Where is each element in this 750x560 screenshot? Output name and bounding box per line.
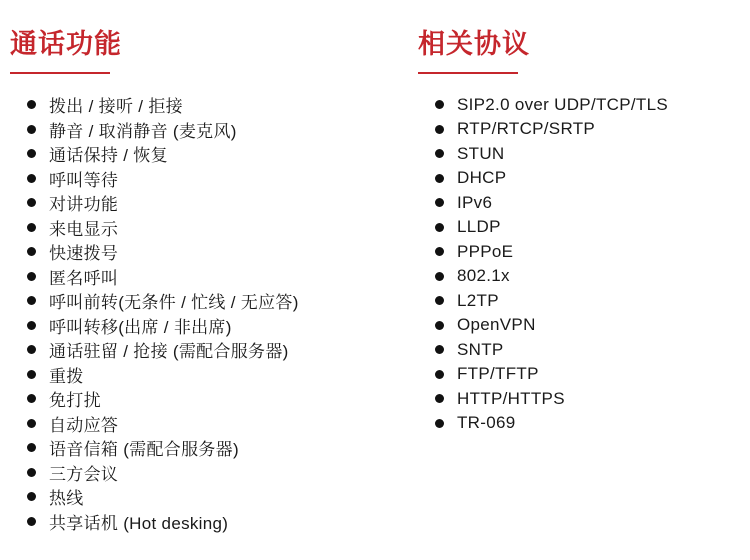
list-item [418, 240, 738, 265]
list-item-label: LLDP [457, 217, 501, 237]
list-item-label: IPv6 [457, 192, 493, 212]
list-item-label: 呼叫转移(出席 / 非出席) [49, 317, 232, 337]
bullet-icon [27, 517, 36, 526]
title-underline [418, 72, 518, 74]
list-item-label: PPPoE [457, 241, 514, 261]
list-item-label: STUN [457, 143, 505, 163]
list-item [10, 313, 410, 338]
bullet-icon [27, 394, 36, 403]
bullet-icon [27, 100, 36, 109]
list-item-label: 共享话机 (Hot desking) [49, 513, 229, 533]
bullet-icon [435, 247, 444, 256]
title-underline [10, 72, 110, 74]
list-item-label: 匿名呼叫 [49, 268, 119, 288]
bullet-icon [435, 370, 444, 379]
bullet-icon [435, 296, 444, 305]
bullet-icon [27, 174, 36, 183]
list-item-label: 对讲功能 [49, 195, 119, 215]
bullet-icon [435, 198, 444, 207]
list-item [418, 166, 738, 191]
list-item-label: 自动应答 [49, 415, 119, 435]
bullet-icon [435, 419, 444, 428]
list-item-label: 呼叫等待 [49, 170, 119, 190]
list-item-label: 拨出 / 接听 / 拒接 [49, 97, 183, 117]
list-item [418, 362, 738, 387]
bullet-icon [27, 370, 36, 379]
bullet-icon [435, 321, 444, 330]
list-item [418, 387, 738, 412]
bullet-icon [27, 247, 36, 256]
list-item [418, 117, 738, 142]
list-item [418, 411, 738, 436]
list-item [10, 387, 410, 412]
list-item-label: L2TP [457, 290, 499, 310]
list-item [10, 289, 410, 314]
list-item [418, 142, 738, 167]
list-item-label: 静音 / 取消静音 (麦克风) [49, 121, 237, 141]
list-item-label: OpenVPN [457, 315, 536, 335]
bullet-icon [27, 443, 36, 452]
list-item-label: 通话保持 / 恢复 [49, 146, 168, 166]
protocols-section [418, 30, 738, 436]
list-item [10, 93, 410, 118]
list-item-label: 免打扰 [49, 391, 101, 411]
bullet-icon [435, 345, 444, 354]
bullet-icon [435, 174, 444, 183]
list-item-label: FTP/TFTP [457, 364, 539, 384]
list-item [10, 485, 410, 510]
list-item-label: DHCP [457, 168, 507, 188]
bullet-icon [435, 272, 444, 281]
call-features-list [10, 93, 410, 534]
bullet-icon [27, 149, 36, 158]
bullet-icon [435, 149, 444, 158]
protocols-list [418, 93, 738, 436]
bullet-icon [435, 125, 444, 134]
list-item [418, 338, 738, 363]
list-item [10, 460, 410, 485]
bullet-icon [27, 223, 36, 232]
bullet-icon [27, 296, 36, 305]
list-item [10, 215, 410, 240]
list-item-label: 802.1x [457, 266, 510, 286]
list-item [418, 93, 738, 118]
list-item-label: SIP2.0 over UDP/TCP/TLS [457, 94, 668, 114]
bullet-icon [27, 272, 36, 281]
list-item [10, 362, 410, 387]
bullet-icon [435, 223, 444, 232]
bullet-icon [27, 468, 36, 477]
bullet-icon [435, 394, 444, 403]
list-item [418, 313, 738, 338]
list-item-label: 三方会议 [49, 464, 119, 484]
list-item-label: TR-069 [457, 413, 516, 433]
list-item [10, 166, 410, 191]
bullet-icon [435, 100, 444, 109]
list-item-label: 快速拨号 [49, 244, 119, 264]
list-item [10, 338, 410, 363]
list-item [418, 289, 738, 314]
list-item [418, 264, 738, 289]
list-item-label: 呼叫前转(无条件 / 忙线 / 无应答) [49, 293, 299, 313]
list-item [418, 191, 738, 216]
call-features-title: 通话功能 [10, 29, 122, 59]
list-item-label: HTTP/HTTPS [457, 388, 565, 408]
call-features-section [10, 30, 410, 534]
list-item-label: 通话驻留 / 抢接 (需配合服务器) [49, 342, 289, 362]
list-item-label: 热线 [49, 489, 84, 509]
list-item-label: 语音信箱 (需配合服务器) [49, 440, 239, 460]
bullet-icon [27, 321, 36, 330]
list-item-label: SNTP [457, 339, 504, 359]
list-item [10, 191, 410, 216]
protocols-title: 相关协议 [418, 29, 530, 59]
list-item-label: 重拨 [49, 366, 84, 386]
bullet-icon [27, 419, 36, 428]
bullet-icon [27, 492, 36, 501]
list-item [10, 142, 410, 167]
list-item [10, 411, 410, 436]
list-item-label: 来电显示 [49, 219, 119, 239]
list-item [10, 436, 410, 461]
list-item [418, 215, 738, 240]
list-item-label: RTP/RTCP/SRTP [457, 119, 596, 139]
bullet-icon [27, 345, 36, 354]
bullet-icon [27, 125, 36, 134]
list-item [10, 117, 410, 142]
list-item [10, 509, 410, 534]
list-item [10, 264, 410, 289]
bullet-icon [27, 198, 36, 207]
list-item [10, 240, 410, 265]
